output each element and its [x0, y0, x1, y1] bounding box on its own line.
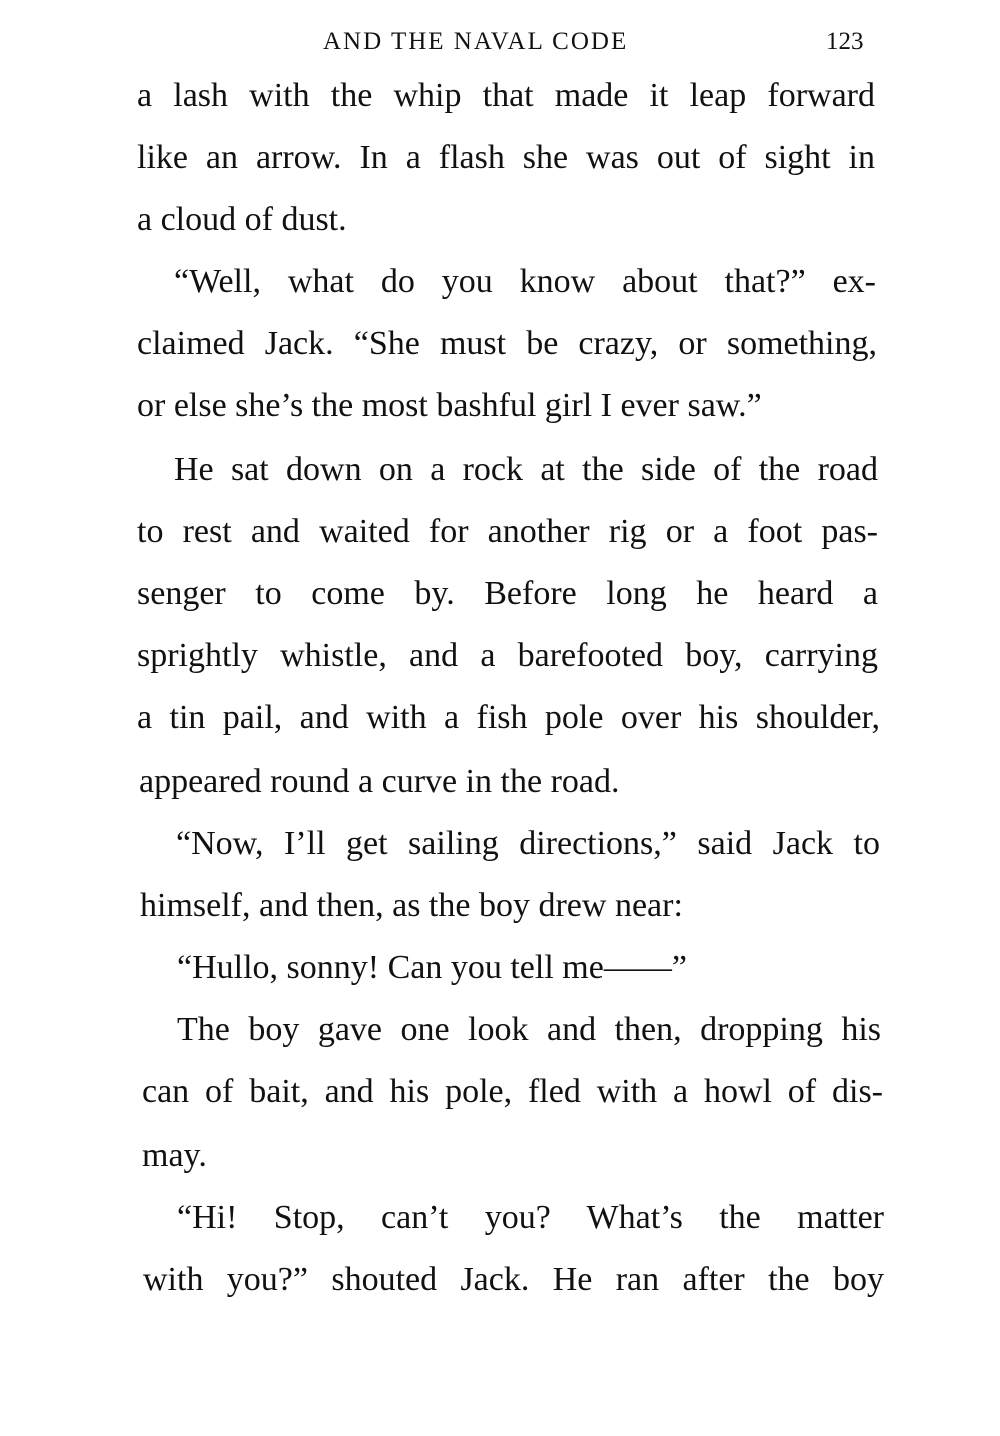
text-line: a tin pail, and with a fish pole over his shoulder,	[137, 699, 880, 736]
text-line: “Well, what do you know about that?” ex-	[174, 263, 876, 300]
page-number: 123	[826, 28, 864, 55]
text-line: may.	[142, 1137, 207, 1174]
text-line: with you?” shouted Jack. He ran after the boy	[143, 1261, 884, 1298]
text-line: a cloud of dust.	[137, 201, 347, 238]
text-line: “Now, I’ll get sailing directions,” said Jack to	[176, 825, 880, 862]
text-line: can of bait, and his pole, fled with a howl of dis-	[142, 1073, 883, 1110]
text-line: sprightly whistle, and a barefooted boy, carrying	[137, 637, 878, 674]
text-line: senger to come by. Before long he heard a	[137, 575, 878, 612]
text-line: like an arrow. In a flash she was out of sight in	[137, 139, 875, 176]
text-line: himself, and then, as the boy drew near:	[140, 887, 683, 924]
text-line: claimed Jack. “She must be crazy, or something,	[137, 325, 877, 362]
text-line: “Hi! Stop, can’t you? What’s the matter	[177, 1199, 884, 1236]
text-line: a lash with the whip that made it leap forward	[137, 77, 875, 114]
text-line: He sat down on a rock at the side of the road	[174, 451, 878, 488]
text-line: or else she’s the most bashful girl I ever saw.”	[137, 387, 762, 424]
running-title: AND THE NAVAL CODE	[323, 28, 629, 55]
running-head	[0, 28, 1000, 62]
text-line: appeared round a curve in the road.	[139, 763, 620, 800]
text-line: to rest and waited for another rig or a foot pas-	[137, 513, 878, 550]
text-line: “Hullo, sonny! Can you tell me——”	[177, 949, 687, 986]
text-line: The boy gave one look and then, dropping his	[177, 1011, 881, 1048]
